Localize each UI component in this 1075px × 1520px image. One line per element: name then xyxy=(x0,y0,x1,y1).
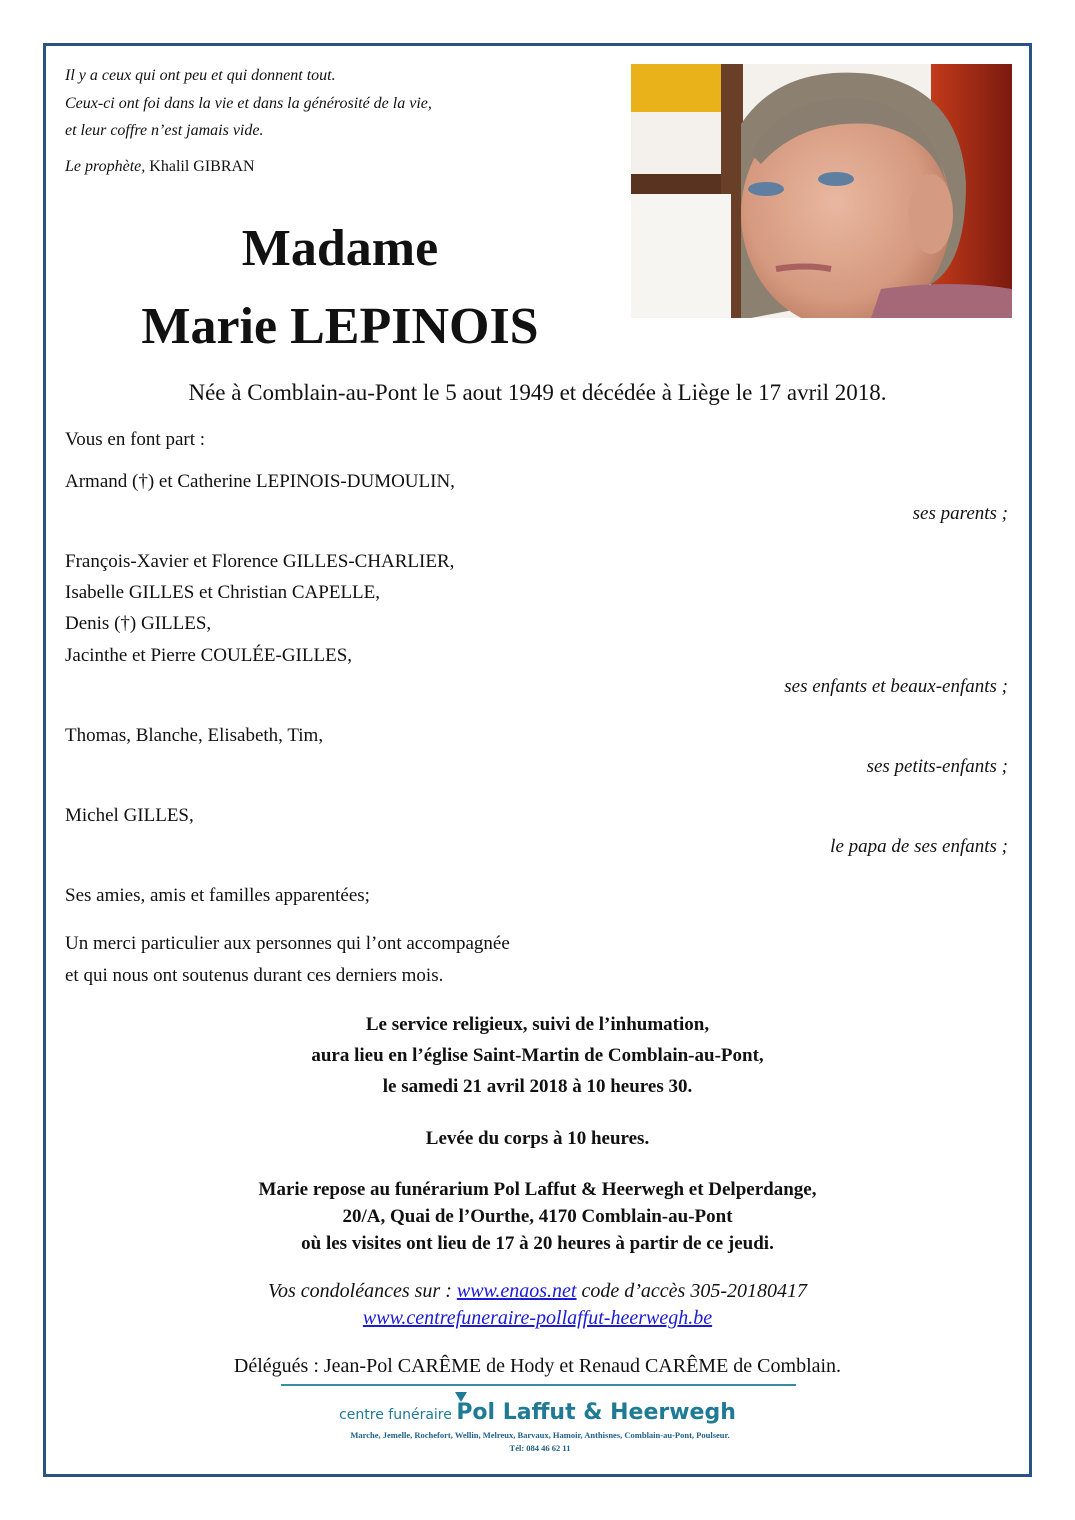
service-line: Le service religieux, suivi de l’inhumation, xyxy=(365,1014,710,1035)
family-relation: ses parents ; xyxy=(912,503,1008,524)
repose-line: 20/A, Quai de l’Ourthe, 4170 Comblain-au-Pont xyxy=(342,1206,733,1227)
logo-big-text: Pol Laffut & Heerwegh xyxy=(456,1400,736,1425)
family-relation: ses enfants et beaux-enfants ; xyxy=(784,676,1008,697)
enaos-link[interactable]: www.enaos.net xyxy=(456,1280,577,1302)
delegates-text: Délégués : Jean-Pol CARÊME de Hody et Renaud CARÊME de Comblain. xyxy=(233,1355,842,1377)
family-name: Jacinthe et Pierre COULÉE-GILLES, xyxy=(65,645,353,666)
quote-line: Il y a ceux qui ont peu et qui donnent tout. xyxy=(65,67,336,84)
title-honorific: Madame xyxy=(241,220,439,277)
service-line: le samedi 21 avril 2018 à 10 heures 30. xyxy=(382,1076,693,1097)
condolences-suffix: code d’accès 305-20180417 xyxy=(576,1280,807,1302)
funeral-site-link[interactable]: www.centrefuneraire-pollaffut-heerwegh.be xyxy=(362,1307,713,1329)
family-name: Isabelle GILLES et Christian CAPELLE, xyxy=(65,582,381,603)
funeral-home-logo xyxy=(300,1400,775,1425)
levee-text: Levée du corps à 10 heures. xyxy=(425,1128,650,1149)
quote-line: et leur coffre n’est jamais vide. xyxy=(65,122,264,139)
family-name: Denis (†) GILLES, xyxy=(65,613,212,634)
thanks-line: et qui nous ont soutenus durant ces derniers mois. xyxy=(65,965,444,986)
quote-source-title: Le prophète, xyxy=(65,158,146,175)
family-relation: ses petits-enfants ; xyxy=(866,756,1008,777)
condolences-prefix: Vos condoléances sur : xyxy=(268,1280,457,1302)
logo-small-text: centre funéraire xyxy=(339,1407,457,1423)
service-line: aura lieu en l’église Saint-Martin de Comblain-au-Pont, xyxy=(311,1045,764,1066)
logo-locations: Marche, Jemelle, Rochefort, Wellin, Melreux, Barvaux, Hamoir, Anthisnes, Comblain-au-Pont, Poulseur. xyxy=(350,1430,730,1440)
family-name: Armand (†) et Catherine LEPINOIS-DUMOULIN, xyxy=(65,471,455,492)
portrait-photo xyxy=(631,64,1012,318)
family-name: François-Xavier et Florence GILLES-CHARLIER, xyxy=(65,551,455,572)
family-relation: le papa de ses enfants ; xyxy=(830,836,1008,857)
quote-source xyxy=(65,158,255,176)
logo-rule xyxy=(281,1384,796,1386)
quote-source-author: Khalil GIBRAN xyxy=(149,158,255,175)
friends-text: Ses amies, amis et familles apparentées; xyxy=(65,885,370,906)
condolences-line xyxy=(43,1278,1032,1305)
intro-text: Vous en font part : xyxy=(65,429,206,450)
funeral-site-line xyxy=(43,1305,1032,1332)
repose-line: où les visites ont lieu de 17 à 20 heures à partir de ce jeudi. xyxy=(301,1233,774,1254)
quote-line: Ceux-ci ont foi dans la vie et dans la générosité de la vie, xyxy=(65,95,432,112)
family-name: Thomas, Blanche, Elisabeth, Tim, xyxy=(65,725,324,746)
birth-death-line: Née à Comblain-au-Pont le 5 aout 1949 et décédée à Liège le 17 avril 2018. xyxy=(188,380,887,405)
thanks-line: Un merci particulier aux personnes qui l’ont accompagnée xyxy=(65,933,510,954)
logo-phone: Tél: 084 46 62 11 xyxy=(509,1443,571,1453)
title-name: Marie LEPINOIS xyxy=(141,298,539,355)
family-name: Michel GILLES, xyxy=(65,805,194,826)
portrait-image xyxy=(631,64,1012,318)
repose-line: Marie repose au funérarium Pol Laffut & Heerwegh et Delperdange, xyxy=(258,1179,817,1200)
